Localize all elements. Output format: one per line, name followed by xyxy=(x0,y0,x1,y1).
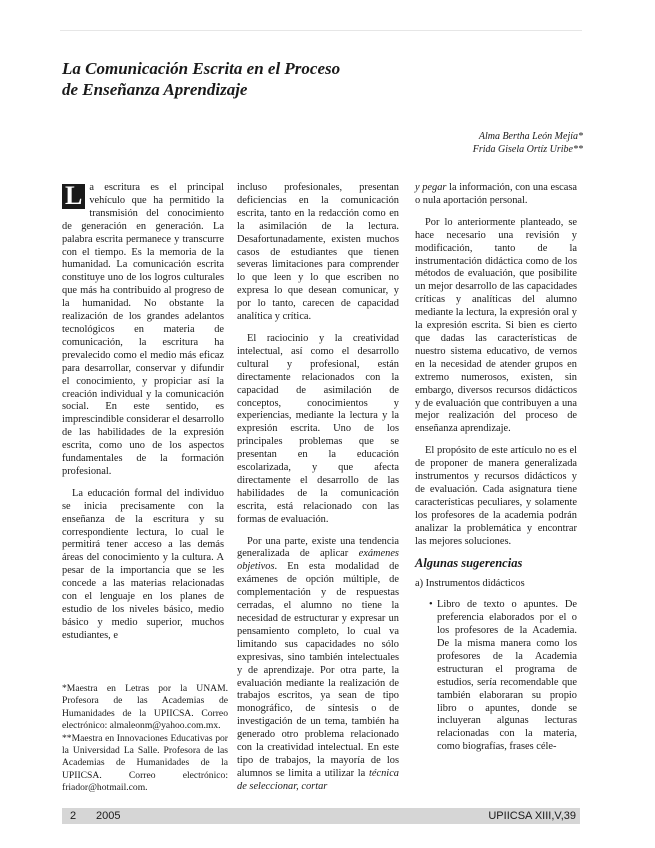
bullet-item xyxy=(415,599,577,754)
page-number: 2 xyxy=(70,810,77,822)
footnotes xyxy=(62,683,228,795)
footnote-1: *Maestra en Letras por la UNAM. Profesora de las Academias de Humanidades de la UPIICSA. Correo electrónico: almaleonm@yahoo.com.mx. xyxy=(62,683,228,732)
body-paragraph: Por lo anteriormente planteado, se hace necesario una revisión y modificación, tanto de la instrumentación didáctica como de los métodos de evaluación, que posibilite un mejor desarrollo de las capacidades críticas y analíticas del alumno mediante la lectura, la expresión oral y la expresión escrita. Si bien es cierto que dadas las características de nuestro sistema educativo, de vernos en la necesidad de atender grupos en extremo numerosos, existen, sin embargo, diversos recursos didácticos y de evaluación que contribuyen a una mejor realización del proceso de enseñanza aprendizaje. xyxy=(415,216,577,435)
column-3 xyxy=(415,182,577,754)
emphasis: y pegar xyxy=(415,182,447,193)
author-1: Alma Bertha León Mejía* xyxy=(478,131,583,142)
author-2: Frida Gisela Ortíz Uribe** xyxy=(472,144,583,155)
column-1 xyxy=(62,182,224,652)
body-paragraph xyxy=(415,182,577,208)
text-run: . En esta modalidad de exámenes de opción múltiple, de complementación y de respuestas cerradas, el alumno no tiene la necesidad de estructurar y expresar un pensamiento completo, lo cual va limitando sus capacidades no sólo expresivas, sino también intelectuales y de aprendizaje. Por otra parte, la evaluación mediante la realización de trabajos escritos, ya sean de tipo monográfico, de síntesis o de investigación de un tema, también ha generado otro problema relacionado con la creatividad intelectual. En este tipo de trabajos, la mayoría de los alumnos se limita a utilizar la xyxy=(237,561,399,779)
top-rule xyxy=(60,30,582,31)
journal-ref: UPIICSA XIII,V,39 xyxy=(488,810,576,822)
text-run: la información, con una escasa o nula aportación personal. xyxy=(415,182,578,206)
emphasis: exámenes objetivos xyxy=(237,548,399,573)
section-heading: Algunas sugerencias xyxy=(415,556,523,571)
drop-cap: L xyxy=(62,184,85,209)
emphasis: técnica de seleccionar, cortar xyxy=(237,767,399,792)
article-title xyxy=(62,58,340,100)
intro-text: a escritura es el principal vehículo que ha permitido la transmisión del conocimiento de generación en generación. La palabra escrita permanece y transcurre con el tiempo. Es la memoria de la humanidad. La comunicación escrita constituye uno de los logros culturales que más ha contribuido al progreso de la humanidad. No obstante la realización de los grandes adelantos tecnológicos en materia de comunicación, la escritura ha prevalecido como el medio más eficaz para desarrollar, conservar y difundir el conocimiento, y propiciar así la creación individual y la comunicación social. En este sentido, es imprescindible considerar el desarrollo de las habilidades de la expresión escrita, como uno de los aspectos fundamentales de la formación profesional. xyxy=(62,182,224,477)
title-line-1: La Comunicación Escrita en el Proceso xyxy=(62,59,341,78)
body-paragraph xyxy=(237,536,399,794)
footnote-2: **Maestra en Innovaciones Educativas por la Universidad La Salle. Profesora de las Academias de Humanidades de la UPIICSA. Correo electrónico: friador@hotmail.com. xyxy=(62,732,228,794)
bullet-text: Libro de texto o apuntes. De preferencia elaborados por el o los profesores de la Academia. De la misma manera como los profesores de la Academia estructuran el programa de estudios, sería recomendable que también elaboraran su propio libro o apuntes, donde se incluyeran algunas lecturas relacionadas con la materia, como biografías, frases céle- xyxy=(437,599,577,753)
page-footer xyxy=(62,808,580,824)
body-paragraph: El propósito de este artículo no es el de proponer de manera generalizada instrumentos y recursos didácticos y de evaluación. Cada asignatura tiene características peculiares, y solamente los profesores de la academia podrán analizar la problemática y encontrar las mejores soluciones. xyxy=(415,445,577,547)
body-paragraph: La educación formal del individuo se inicia precisamente con la enseñanza de la escritura y su correspondiente lectura, lo cual le permitirá tener acceso a las demás áreas del conocimiento y la cultura. A pesar de la importancia que se les concede a las materias relacionadas con el lenguaje en los planes de estudio de los niveles básico, medio básico y medio superior, muchos estudiantes, e xyxy=(62,487,224,641)
list-item-label: a) Instrumentos didácticos xyxy=(415,578,525,590)
author-block xyxy=(473,130,583,156)
body-paragraph: incluso profesionales, presentan deficiencias en la comunicación escrita, tanto en la redacción como en la asimilación de la lectura. Desafortunadamente, existen muchos casos de estudiantes que tienen severas limitaciones para comprender lo que leen y lo que escriben no expresa lo que desean comunicar, y por lo tanto, carecen de capacidad analítica y crítica. xyxy=(237,182,399,323)
bullet-icon: • xyxy=(429,599,433,611)
title-line-2: de Enseñanza Aprendizaje xyxy=(62,80,248,99)
column-2 xyxy=(237,182,399,803)
intro-paragraph xyxy=(62,182,224,479)
body-paragraph: El raciocinio y la creatividad intelectual, así como el desarrollo cultural y profesional, están directamente relacionados con la capacidad de asimilación de conceptos, conocimientos y experiencias, mediante la lectura y la expresión escrita. Uno de los principales problemas que se presentan en la educación escolarizada, y que afecta directamente el desarrollo de las habilidades de la comunicación escrita, está relacionado con las formas de evaluación. xyxy=(237,332,399,525)
footer-year: 2005 xyxy=(96,810,121,822)
text-run: Por una parte, existe una tendencia generalizada de aplicar xyxy=(237,535,399,560)
